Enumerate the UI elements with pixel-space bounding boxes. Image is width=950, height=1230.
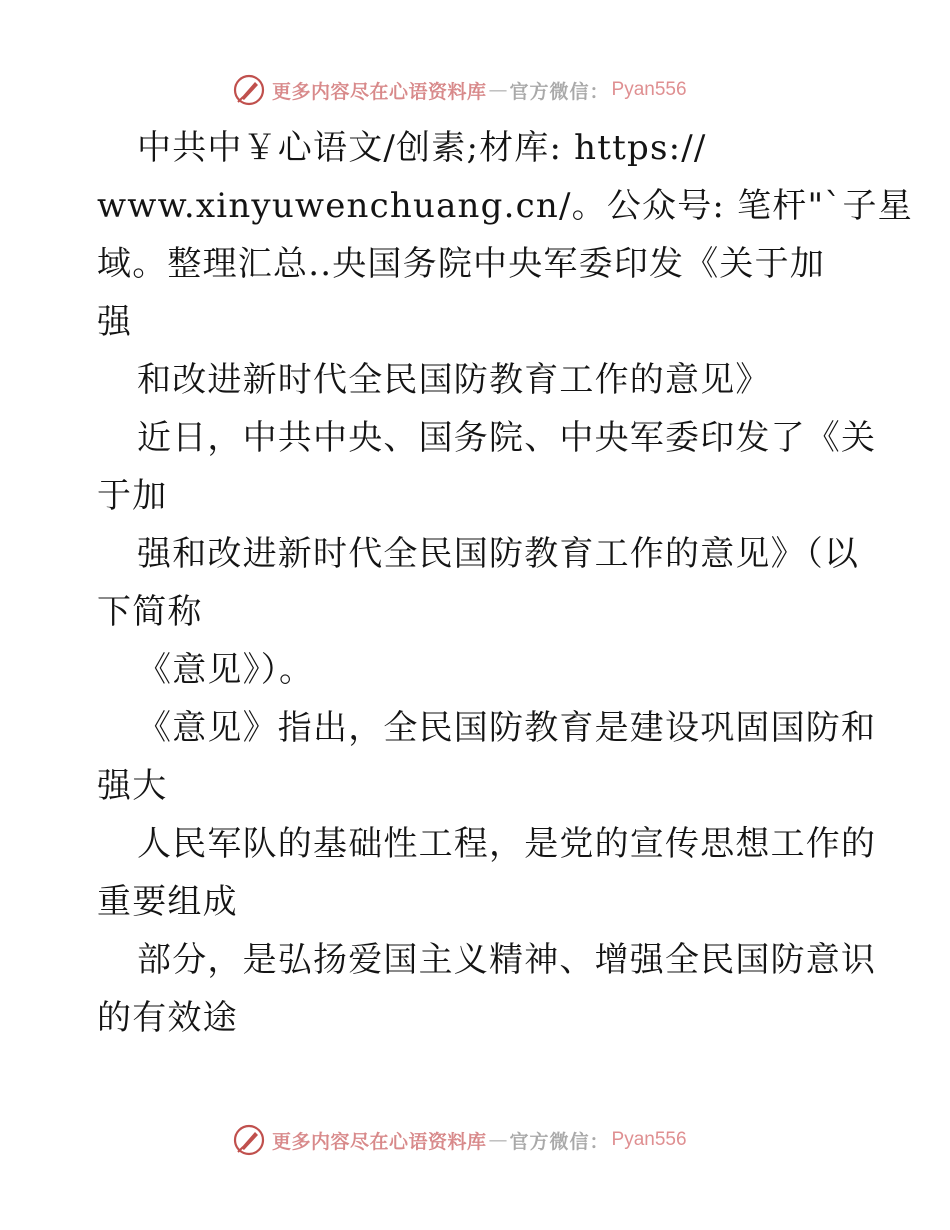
watermark-wechat-label: 官方微信： (509, 1130, 610, 1153)
text-line: www.xinyuwenchuang.cn/。公众号: 笔杆"`子星 (97, 186, 913, 226)
text-line: 重要组成 (97, 882, 238, 922)
text-line: 人民军队的基础性工程，是党的宣传思想工作的 (137, 824, 877, 864)
quill-logo-icon (232, 1123, 266, 1157)
text-line: 《意见》指出，全民国防教育是建设巩固国防和 (137, 708, 877, 748)
text-line: 和改进新时代全民国防教育工作的意见》 (137, 360, 771, 400)
watermark-handle: Pyan556 (611, 1129, 687, 1150)
quill-logo-icon (232, 73, 266, 107)
header-watermark (232, 70, 687, 110)
watermark-brand: 更多内容尽在心语资料库 (272, 80, 487, 103)
text-line: 的有效途 (97, 998, 238, 1038)
text-line: 于加 (97, 476, 168, 516)
footer-watermark (232, 1120, 687, 1160)
text-line: 《意见》）。 (137, 650, 315, 690)
watermark-brand: 更多内容尽在心语资料库 (272, 1130, 487, 1153)
text-line: 强和改进新时代全民国防教育工作的意见》（以 (137, 534, 860, 574)
text-line: 部分，是弘扬爱国主义精神、增强全民国防意识 (137, 940, 877, 980)
text-line: 强 (97, 302, 133, 342)
text-line: 近日，中共中央、国务院、中央军委印发了《关 (137, 418, 877, 458)
text-line: 强大 (97, 766, 168, 806)
watermark-dash: — (488, 1129, 508, 1151)
text-line: 域。整理汇总..央国务院中央军委印发《关于加 (97, 244, 826, 284)
watermark-handle: Pyan556 (611, 79, 687, 100)
text-line: 中共中￥心语文/创素;材库: https:// (137, 128, 707, 168)
watermark-dash: — (488, 79, 508, 101)
text-line: 下简称 (97, 592, 203, 632)
watermark-wechat-label: 官方微信： (509, 80, 610, 103)
